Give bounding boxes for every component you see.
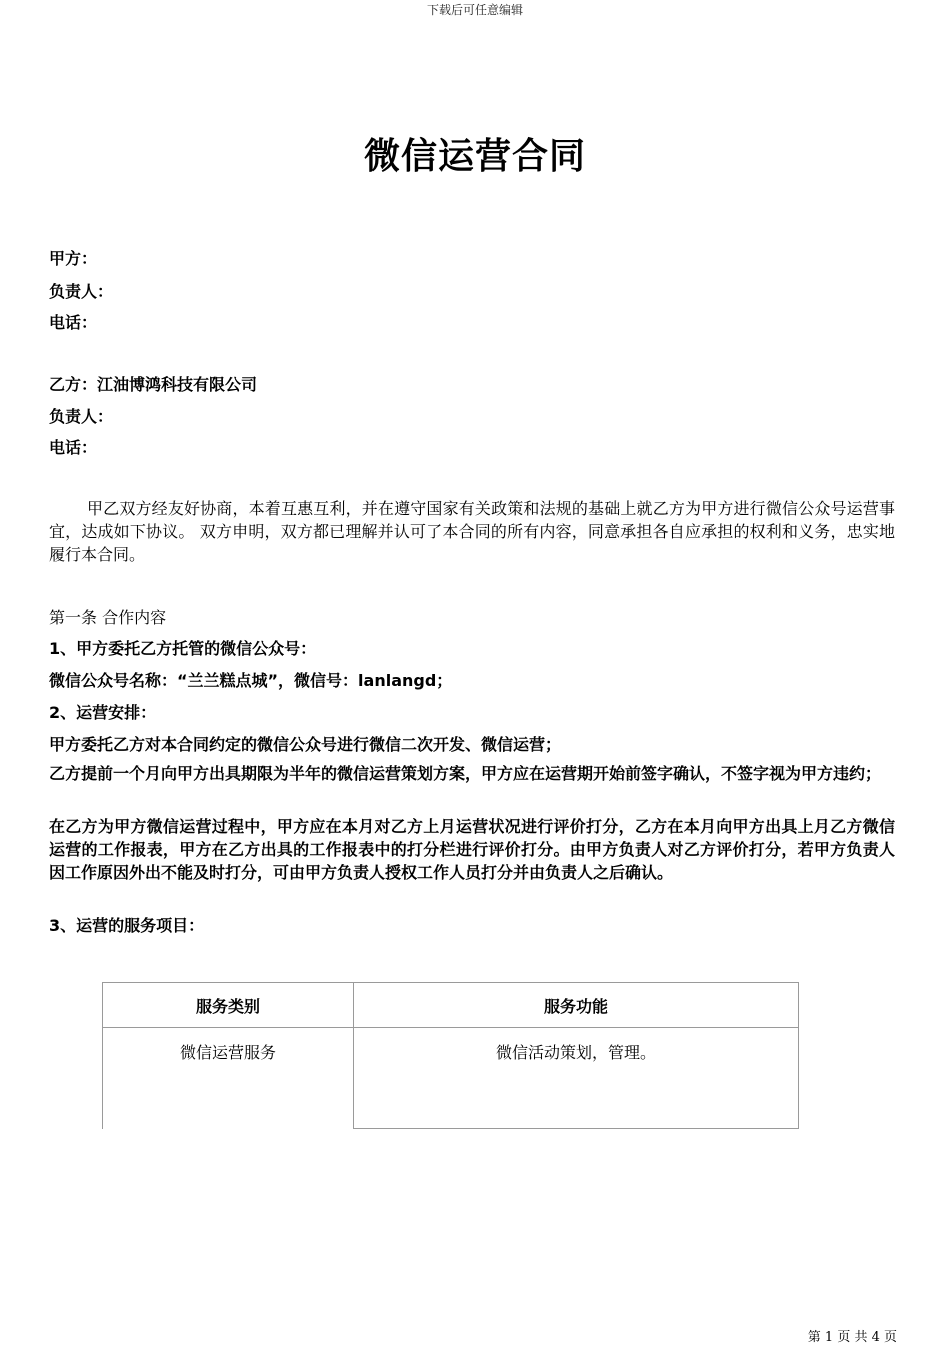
party-b-phone-label: 电话：: [49, 438, 98, 457]
party-b-manager-label: 负责人：: [49, 407, 114, 426]
service-table: [102, 982, 799, 1129]
item-2-title: 2、运营安排：: [49, 703, 157, 722]
table-row: [103, 1028, 799, 1129]
service-function-cell: 微信活动策划，管理。: [354, 1028, 799, 1129]
page-header: 下载后可任意编辑: [426, 3, 523, 17]
service-category-header: 服务类别: [103, 983, 354, 1028]
party-a-phone-label: 电话：: [49, 313, 98, 332]
document-title: 微信运营合同: [363, 136, 586, 177]
page-footer: 第 1 页 共 4 页: [807, 1330, 897, 1345]
party-b-name-label: 乙方：江油博鸿科技有限公司: [49, 375, 258, 394]
item-2-paragraph-1: 甲方委托乙方对本合同约定的微信公众号进行微信二次开发、微信运营；: [49, 735, 562, 754]
item-2-paragraph-2: 乙方提前一个月向甲方出具期限为半年的微信运营策划方案，甲方应在运营期开始前签字确认，不签字视为甲方违约；: [49, 764, 882, 783]
service-category-cell: 微信运营服务: [103, 1028, 354, 1129]
party-a-name-label: 甲方：: [49, 249, 98, 268]
service-table-header-row: [103, 983, 799, 1028]
article-1-heading: 第一条 合作内容: [49, 608, 167, 627]
item-2-paragraph-3: 在乙方为甲方微信运营过程中，甲方应在本月对乙方上月运营状况进行评价打分，乙方在本月向甲方出具上月乙方微信运营的工作报表，甲方在乙方出具的工作报表中的打分栏进行评价打分。由甲方负责人对乙方评价打分，若甲方负责人因工作原因外出不能及时打分，可由甲方负责人授权工作人员打分并由负责人之后确认。: [49, 817, 895, 882]
preamble-paragraph: 甲乙双方经友好协商，本着互惠互利，并在遵守国家有关政策和法规的基础上就乙方为甲方进行微信公众号运营事宜，达成如下协议。 双方申明，双方都已理解并认可了本合同的所有内容，同意承担各自应承担的权利和义务，忠实地履行本合同。: [49, 499, 895, 564]
service-function-header: 服务功能: [354, 983, 799, 1028]
item-3-title: 3、运营的服务项目：: [49, 916, 205, 935]
party-a-manager-label: 负责人：: [49, 282, 114, 301]
item-1-title: 1、甲方委托乙方托管的微信公众号：: [49, 639, 317, 658]
item-1-detail: 微信公众号名称：“兰兰糕点城”，微信号：lanlangd；: [49, 671, 453, 690]
